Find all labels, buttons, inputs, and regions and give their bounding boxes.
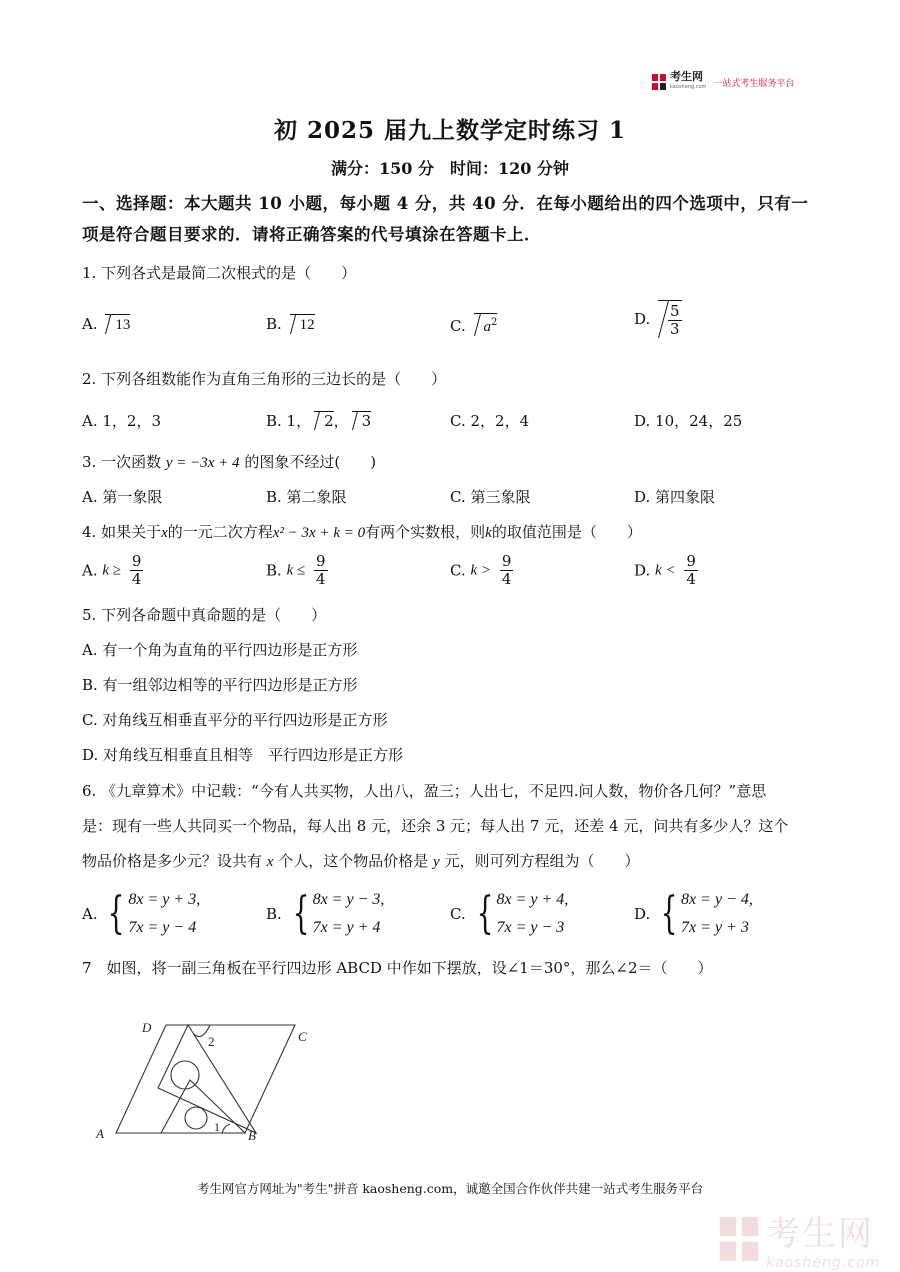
question-6-option-d: D. { 8x = y − 4, 7x = y + 3 bbox=[634, 888, 753, 939]
watermark bbox=[718, 1206, 880, 1271]
question-4-option-a: A. k ≥ $\frac{9}{4}$ bbox=[82, 552, 142, 588]
label-d: D bbox=[142, 1020, 152, 1035]
question-5-option-a: A. 有一个角为直角的平行四边形是正方形 bbox=[82, 641, 358, 659]
section-heading: 一、选择题：本大题共 10 小题，每小题 4 分，共 40 分．在每小题给出的四个选项中，只有一项是符合题目要求的．请将正确答案的代号填涂在答题卡上． bbox=[82, 194, 809, 244]
question-1-option-b: B. 12 bbox=[266, 315, 315, 333]
kaosheng-logo-icon bbox=[652, 74, 666, 90]
watermark-logo-icon bbox=[718, 1217, 760, 1261]
question-3-option-c: C. 第三象限 bbox=[450, 488, 531, 506]
label-b: B bbox=[248, 1128, 256, 1143]
question-2-stem: 2. 下列各组数能作为直角三角形的三边长的是（ ） bbox=[82, 370, 447, 388]
question-4-stem: 4. 如果关于x的一元二次方程x² − 3x + k = 0有两个实数根，则k的取值范围是（ ） bbox=[82, 523, 642, 541]
question-1-option-a: A. 13 bbox=[82, 315, 131, 333]
question-6-line-1: 6. 《九章算术》中记载：“今有人共买物，人出八，盈三；人出七，不足四.问人数，物价各几何？”意思 bbox=[82, 782, 767, 800]
page-subtitle: 满分：150 分 时间：120 分钟 bbox=[331, 159, 569, 178]
label-a: A bbox=[96, 1126, 104, 1141]
label-angle-1: 1 bbox=[214, 1120, 220, 1134]
question-6-option-a: A. { 8x = y + 3, 7x = y − 4 bbox=[82, 888, 201, 939]
question-4-option-c: C. k > $\frac{9}{4}$ bbox=[450, 552, 512, 588]
question-7-stem: 7 如图，将一副三角板在平行四边形 ABCD 中作如下摆放，设∠1＝30°，那么∠2＝（ ） bbox=[82, 959, 713, 977]
question-2-option-c: C. 2，2，4 bbox=[450, 412, 530, 430]
question-3-option-a: A. 第一象限 bbox=[82, 488, 163, 506]
question-2-option-a: A. 1，2，3 bbox=[82, 412, 161, 430]
question-3-option-d: D. 第四象限 bbox=[634, 488, 716, 506]
header-logo bbox=[652, 72, 794, 92]
page-title: 初 2025 届九上数学定时练习 1 bbox=[273, 117, 627, 144]
triangle-ruler-2 bbox=[161, 1080, 245, 1133]
watermark-text: 考生网 bbox=[766, 1214, 874, 1254]
question-6-option-b: B. { 8x = y − 3, 7x = y + 4 bbox=[266, 888, 385, 939]
label-c: C bbox=[298, 1029, 307, 1044]
question-5-option-c: C. 对角线互相垂直平分的平行四边形是正方形 bbox=[82, 711, 388, 729]
question-6-option-c: C. { 8x = y + 4, 7x = y − 3 bbox=[450, 888, 569, 939]
question-6-line-3: 物品价格是多少元？设共有 x 个人，这个物品价格是 y 元，则可列方程组为（ ） bbox=[82, 852, 640, 870]
question-1-stem: 1. 下列各式是最简二次根式的是（ ） bbox=[82, 264, 357, 282]
parallelogram-figure bbox=[90, 1012, 330, 1147]
question-1-option-d: D. $\frac{5}{3}$ bbox=[634, 302, 680, 338]
question-4-option-b: B. k ≤ $\frac{9}{4}$ bbox=[266, 552, 326, 588]
question-2-option-d: D. 10，24，25 bbox=[634, 412, 743, 430]
parallelogram-abcd bbox=[116, 1025, 295, 1133]
label-angle-2: 2 bbox=[208, 1034, 215, 1049]
watermark-domain: kaosheng.com bbox=[766, 1255, 881, 1271]
question-4-option-d: D. k < $\frac{9}{4}$ bbox=[634, 552, 696, 588]
footer-text: 考生网官方网址为"考生"拼音 kaosheng.com，诚邀全国合作伙伴共建一站式考生服务平台 bbox=[196, 1181, 704, 1196]
logo-name: 考生网 bbox=[670, 70, 703, 83]
question-5-option-b: B. 有一组邻边相等的平行四边形是正方形 bbox=[82, 676, 358, 694]
question-3-stem: 3. 一次函数 y = −3x + 4 的图象不经过( ) bbox=[82, 453, 377, 471]
circle-hole-2 bbox=[185, 1107, 207, 1129]
question-3-option-b: B. 第二象限 bbox=[266, 488, 347, 506]
question-2-option-b: B. 1， 2， 3 bbox=[266, 412, 372, 430]
logo-domain: kaosheng.com bbox=[670, 84, 707, 90]
question-5-stem: 5. 下列各命题中真命题的是（ ） bbox=[82, 606, 327, 624]
question-1-option-c: C. $a^2$ bbox=[450, 313, 497, 337]
question-5-option-d: D. 对角线互相垂直且相等 平行四边形是正方形 bbox=[82, 746, 404, 764]
logo-slogan: 一站式考生服务平台 bbox=[713, 78, 795, 89]
circle-hole-1 bbox=[171, 1061, 199, 1089]
question-6-line-2: 是：现有一些人共同买一个物品，每人出 8 元，还余 3 元；每人出 7 元，还差 4 元，问共有多少人？这个 bbox=[82, 817, 789, 835]
